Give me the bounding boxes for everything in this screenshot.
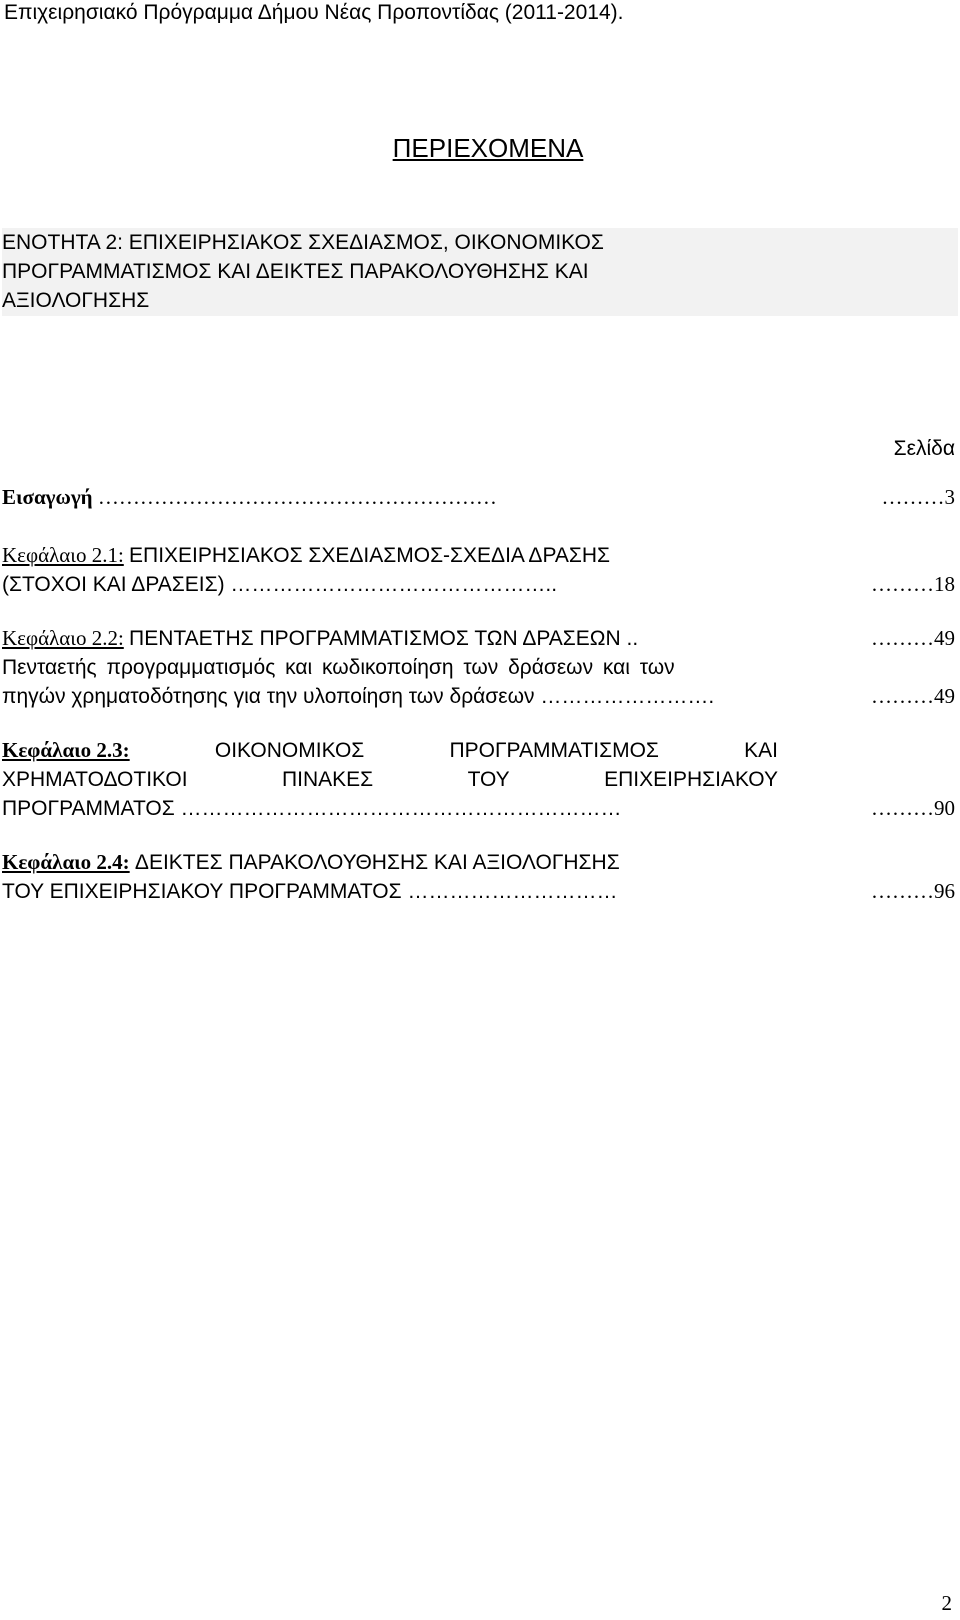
- toc-sub22-line-2[interactable]: πηγών χρηματοδότησης για την υλοποίηση των δράσεων …………………….: [2, 685, 715, 708]
- toc-ch23-chapter: Κεφάλαιο 2.3:: [2, 738, 130, 762]
- toc-sub22-page: ………49: [871, 684, 955, 708]
- toc-ch23-word-6: ΤΟΥ: [467, 768, 510, 791]
- toc-ch23-word-4: ΧΡΗΜΑΤΟΔΟΤΙΚΟΙ: [2, 768, 188, 791]
- section-heading-line-1: ΕΝΟΤΗΤΑ 2: ΕΠΙΧΕΙΡΗΣΙΑΚΟΣ ΣΧΕΔΙΑΣΜΟΣ, ΟΙΚΟΝΟΜΙΚΟΣ: [2, 231, 604, 254]
- toc-entry-ch21-line-1[interactable]: [2, 541, 610, 570]
- toc-ch23-word-7: ΕΠΙΧΕΙΡΗΣΙΑΚΟΥ: [604, 768, 778, 791]
- toc-ch23-word-3: ΚΑΙ: [744, 739, 778, 762]
- toc-ch21-title: ΕΠΙΧΕΙΡΗΣΙΑΚΟΣ ΣΧΕΔΙΑΣΜΟΣ-ΣΧΕΔΙΑ ΔΡΑΣΗΣ: [129, 544, 611, 567]
- toc-intro-label: Εισαγωγή: [2, 485, 93, 509]
- section-heading-line-2: ΠΡΟΓΡΑΜΜΑΤΙΣΜΟΣ ΚΑΙ ΔΕΙΚΤΕΣ ΠΑΡΑΚΟΛΟΥΘΗΣΗΣ ΚΑΙ: [2, 260, 589, 283]
- toc-intro-leader: …………………………………………………: [97, 485, 497, 509]
- toc-ch24-page: ………96: [871, 879, 955, 903]
- toc-ch23-word-1: ΟΙΚΟΝΟΜΙΚΟΣ: [214, 739, 365, 762]
- page-column-header: Σελίδα: [893, 437, 955, 460]
- toc-entry-ch23-line-2: [2, 765, 778, 794]
- toc-intro-page: ………3: [881, 485, 955, 509]
- toc-entry-ch24-line-1[interactable]: [2, 848, 620, 877]
- toc-sub22-line-1: Πενταετής προγραμματισμός και κωδικοποίηση των δράσεων και των: [2, 656, 675, 679]
- toc-title-text: ΠΕΡΙΕΧΟΜΕΝΑ: [392, 133, 584, 163]
- toc-ch22-page: ………49: [871, 626, 955, 650]
- toc-ch23-word-5: ΠΙΝΑΚΕΣ: [281, 768, 374, 791]
- toc-entry-ch21-line-2: (ΣΤΟΧΟΙ ΚΑΙ ΔΡΑΣΕΙΣ) ………………………………………..: [2, 573, 558, 596]
- footer-page-number: 2: [941, 1591, 952, 1615]
- toc-ch21-page: ………18: [871, 572, 955, 596]
- toc-ch24-title: ΔΕΙΚΤΕΣ ΠΑΡΑΚΟΛΟΥΘΗΣΗΣ ΚΑΙ ΑΞΙΟΛΟΓΗΣΗΣ: [134, 851, 620, 874]
- toc-ch22-chapter: Κεφάλαιο 2.2:: [2, 626, 124, 650]
- toc-entry-intro[interactable]: [2, 483, 497, 512]
- toc-ch21-chapter: Κεφάλαιο 2.1:: [2, 543, 124, 567]
- toc-ch24-chapter: Κεφάλαιο 2.4:: [2, 850, 130, 874]
- toc-entry-ch22[interactable]: [2, 624, 638, 653]
- document-header: Επιχειρησιακό Πρόγραμμα Δήμου Νέας Προποντίδας (2011-2014).: [4, 1, 624, 24]
- toc-ch22-title: ΠΕΝΤΑΕΤΗΣ ΠΡΟΓΡΑΜΜΑΤΙΣΜΟΣ ΤΩΝ ΔΡΑΣΕΩΝ ..: [129, 627, 639, 650]
- toc-entry-ch24-line-2: ΤΟΥ ΕΠΙΧΕΙΡΗΣΙΑΚΟΥ ΠΡΟΓΡΑΜΜΑΤΟΣ …………………………: [2, 880, 618, 903]
- toc-entry-ch23-line-3: ΠΡΟΓΡΑΜΜΑΤΟΣ ………………………………………………………: [2, 797, 622, 820]
- toc-title: [0, 132, 960, 164]
- section-heading-line-3: ΑΞΙΟΛΟΓΗΣΗΣ: [2, 289, 150, 312]
- toc-ch23-page: ………90: [871, 796, 955, 820]
- toc-ch23-word-2: ΠΡΟΓΡΑΜΜΑΤΙΣΜΟΣ: [449, 739, 659, 762]
- toc-entry-ch23-line-1[interactable]: [2, 736, 778, 765]
